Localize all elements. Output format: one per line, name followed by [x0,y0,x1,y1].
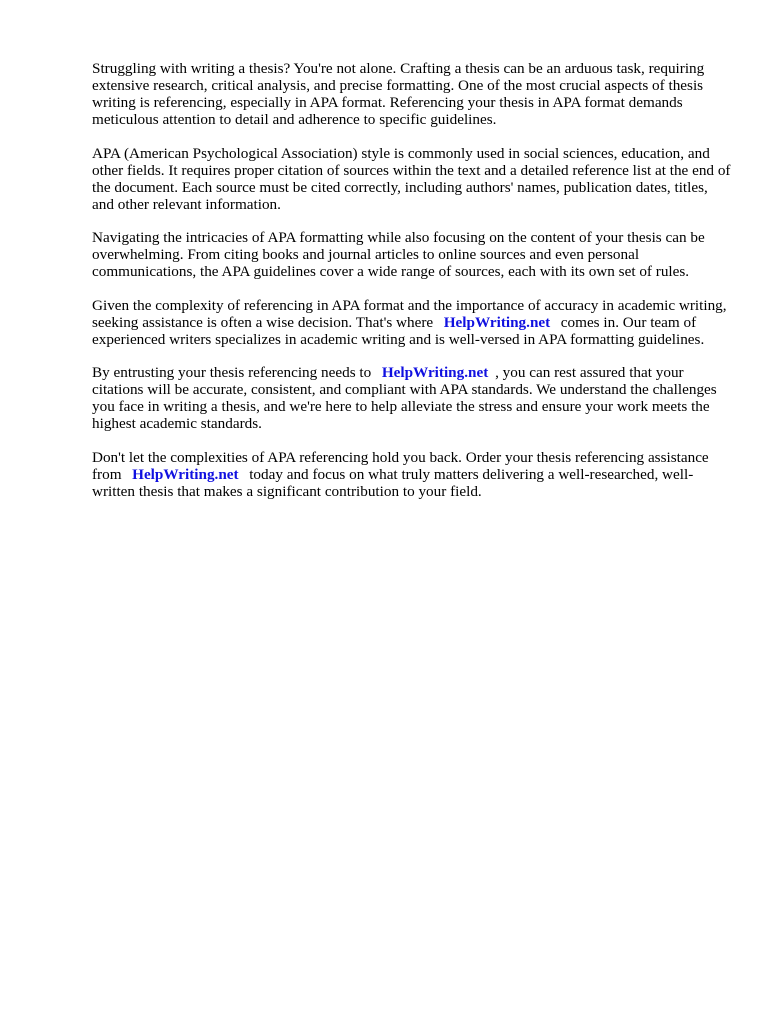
helpwriting-link[interactable]: HelpWriting.net [443,313,551,331]
paragraph-text-after: today and focus on what truly matters delivering a well-researched, well-written thesis that makes a significant contribution to your field. [92,465,694,500]
paragraph-text: APA (American Psychological Association) style is commonly used in social sciences, education, and other fields. It requires proper citation of sources within the text and a detailed reference list at the end of the document. Each source must be cited correctly, including authors' names, publication dates, titles, and other relevant information. [92,144,731,213]
paragraph-assistance [92,297,732,348]
paragraph-apa-style [92,145,732,213]
paragraph-text-before: Don't let the complexities of APA referencing hold you back. Order your thesis referencing assistance from [92,448,709,483]
paragraph-entrusting [92,364,732,432]
helpwriting-link[interactable]: HelpWriting.net [132,465,239,483]
paragraph-text-after: , you can rest assured that your citations will be accurate, consistent, and compliant with APA standards. We understand the challenges you face in writing a thesis, and we're here to help alleviate the stress and ensure your work meets the highest academic standards. [92,364,717,432]
document-body [92,60,732,516]
paragraph-text: Struggling with writing a thesis? You're not alone. Crafting a thesis can be an arduous task, requiring extensive research, critical analysis, and precise formatting. One of the most crucial aspects of thesis writing is referencing, especially in APA format. Referencing your thesis in APA format demands meticulous attention to detail and adherence to specific guidelines. [92,60,705,128]
paragraph-text: Navigating the intricacies of APA formatting while also focusing on the content of your thesis can be overwhelming. From citing books and journal articles to online sources and even personal communications, the APA guidelines cover a wide range of sources, each with its own set of rules. [92,229,705,280]
paragraph-text-before: By entrusting your thesis referencing needs to [92,364,372,381]
helpwriting-link[interactable]: HelpWriting.net [381,364,489,381]
paragraph-intro [92,60,732,128]
paragraph-order [92,449,732,500]
paragraph-navigating [92,229,732,280]
paragraph-text-after: comes in. Our team of experienced writers specializes in academic writing and is well-versed in APA formatting guidelines. [92,313,705,348]
paragraph-text-before: Given the complexity of referencing in APA format and the importance of accuracy in academic writing, seeking assistance is often a wise decision. That's where [92,296,727,331]
